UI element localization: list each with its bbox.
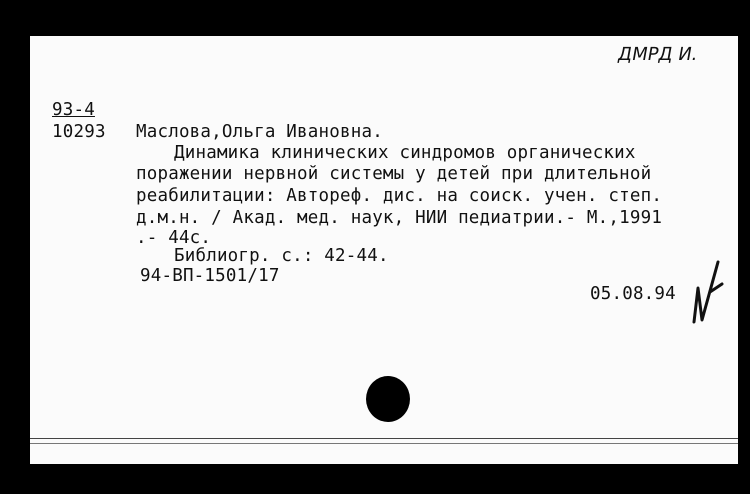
inventory-number: 10293 bbox=[52, 122, 106, 142]
punch-hole bbox=[366, 376, 410, 422]
title-line: поражении нервной системы у детей при длительной bbox=[136, 164, 652, 184]
divider-line bbox=[30, 438, 738, 439]
corner-note: ДМРД И. bbox=[616, 44, 700, 65]
title-line: реабилитации: Автореф. дис. на соиск. учен. степ. bbox=[136, 186, 663, 206]
shelf-mark: 93-4 bbox=[52, 100, 95, 120]
divider-line bbox=[30, 443, 738, 444]
catalog-card bbox=[30, 36, 738, 464]
title-line: д.м.н. / Акад. мед. наук, НИИ педиатрии.- М.,1991 bbox=[136, 208, 663, 228]
record-number: 94-ВП-1501/17 bbox=[140, 266, 280, 286]
title-line: .- 44с. bbox=[136, 228, 212, 248]
signature-mark bbox=[688, 258, 728, 330]
card-date: 05.08.94 bbox=[590, 284, 676, 304]
author-name: Маслова,Ольга Ивановна. bbox=[136, 122, 383, 142]
title-line: Динамика клинических синдромов органических bbox=[174, 143, 636, 163]
bibliography: Библиогр. с.: 42-44. bbox=[174, 246, 389, 266]
